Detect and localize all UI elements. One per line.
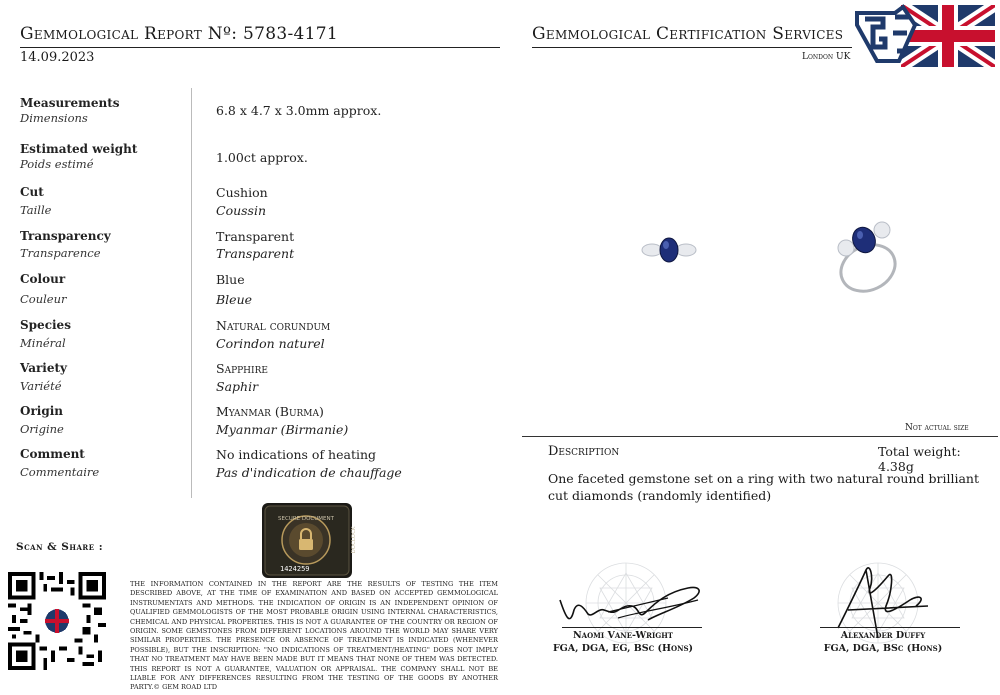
value-species-fr: Corindon naturel <box>216 336 325 351</box>
label-species-fr: Minéral <box>20 336 66 350</box>
value-cut: Cushion <box>216 185 268 200</box>
value-colour: Blue <box>216 272 245 287</box>
ring-photos <box>620 200 980 310</box>
value-weight: 1.00ct approx. <box>216 150 308 165</box>
company-city: London UK <box>802 52 851 62</box>
value-origin: Myanmar (Burma) <box>216 404 324 419</box>
value-measurements: 6.8 x 4.7 x 3.0mm approx. <box>216 103 382 118</box>
scan-share-label: Scan & Share : <box>16 541 104 553</box>
total-weight: Total weight: 4.38g <box>878 444 961 474</box>
field-divider <box>191 88 192 498</box>
value-origin-fr: Myanmar (Birmanie) <box>216 422 349 437</box>
seal-side-text: DOCLOCK <box>351 526 357 554</box>
label-weight: Estimated weight <box>20 142 138 156</box>
not-actual-size-note: Not actual size <box>905 423 969 433</box>
seal-top-text: SECURE DOCUMENT <box>277 516 335 522</box>
seal-number: 1424259 <box>280 565 310 573</box>
description-label: Description <box>548 444 620 459</box>
value-transparency-fr: Transparent <box>216 246 295 261</box>
qr-flag-icon <box>43 607 70 634</box>
signatory-quals-1: FGA, DGA, EG, BSc (Hons) <box>552 643 694 654</box>
description-rule <box>522 436 998 437</box>
label-weight-fr: Poids estimé <box>20 157 94 171</box>
description-text: One faceted gemstone set on a ring with two natural round brilliant cut diamonds (randomly identified) <box>548 471 979 503</box>
company-name: Gemmological Certification Services <box>532 24 844 44</box>
secure-document-seal <box>262 503 357 578</box>
signature-area <box>548 548 998 678</box>
label-origin-fr: Origine <box>20 422 64 436</box>
label-species: Species <box>20 318 71 332</box>
value-colour-fr: Bleue <box>216 292 253 307</box>
value-transparency: Transparent <box>216 229 295 244</box>
ring-angle-view <box>833 222 902 300</box>
label-variety-fr: Variété <box>20 379 62 393</box>
value-species: Natural corundum <box>216 318 331 333</box>
label-cut-fr: Taille <box>20 203 52 217</box>
union-flag-icon <box>901 5 995 67</box>
signatory-name-2: Alexander Duffy <box>840 630 926 641</box>
label-transparency-fr: Transparence <box>20 246 101 260</box>
header-rule-right <box>532 47 852 48</box>
label-origin: Origin <box>20 404 64 418</box>
ring-front-view <box>642 238 696 262</box>
value-cut-fr: Coussin <box>216 203 267 218</box>
label-comment: Comment <box>20 447 85 461</box>
qr-code[interactable] <box>8 572 106 670</box>
label-measurements-fr: Dimensions <box>20 111 88 125</box>
report-date: 14.09.2023 <box>20 50 95 65</box>
label-cut: Cut <box>20 185 44 199</box>
signatory-quals-2: FGA, DGA, BSc (Hons) <box>823 643 943 654</box>
report-title: Gemmological Report Nº: 5783-4171 <box>20 24 338 44</box>
legal-disclaimer: THE INFORMATION CONTAINED IN THE REPORT ARE THE RESULTS OF TESTING THE ITEM DESCRIBED ABOVE, AT THE TIME OF EXAMINATION AND BASED ON ACCEPTED GEMMOLOGICAL INSTRUMENTATS AND METHODS. THE INDICATION OF ORIGIN IS AN INDEPENDENT OPINION OF QUALIFIED GEMMOLOGISTS OF THE MOST PROBABLE ORIGIN USING INTERNAL CHARACTERISTICS, CHEMICAL AND PHYSICAL PROPERTIES. THIS IS NOT A GUARANTEE OF THE COUNTRY OR REGION OF ORIGIN. SOME GEMSTONES FROM DIFFERENT LOCATIONS AROUND THE WORLD MAY SHARE VERY SIMILAR PROPERTIES. THE PRESENCE OR ABSENCE OF TREATMENT IS INDICATED (WHENEVER POSSIBLE), BUT THE INSCRIPTION: "NO INDICATIONS OF TREATMENT/HEATING" DOES NOT IMPLY THAT NO TREATMENT MAY HAVE BEEN MADE BUT IT MEANS THAT NONE OF THEM WAS DETECTED. THIS REPORT IS NOT A GUARANTEE, VALUATION OR APPRAISAL. THE COMPANY SHALL NOT BE LIABLE FOR ANY DIFFERENCES RESULTING FROM THE TESTING OF THE GOODS BY ANOTHER PARTY.© GEM ROAD LTD <box>130 580 498 692</box>
value-comment-fr: Pas d'indication de chauffage <box>216 465 402 480</box>
value-comment: No indications of heating <box>216 447 377 462</box>
value-variety: Sapphire <box>216 361 268 376</box>
label-colour: Colour <box>20 272 66 286</box>
label-colour-fr: Couleur <box>20 292 67 306</box>
signatory-name-1: Naomi Vane-Wright <box>572 630 674 641</box>
label-comment-fr: Commentaire <box>20 465 100 479</box>
label-variety: Variety <box>20 361 68 375</box>
label-measurements: Measurements <box>20 96 120 110</box>
gcs-logo <box>855 5 995 67</box>
label-transparency: Transparency <box>20 229 111 243</box>
value-variety-fr: Saphir <box>216 379 259 394</box>
header-rule-left <box>20 47 500 48</box>
